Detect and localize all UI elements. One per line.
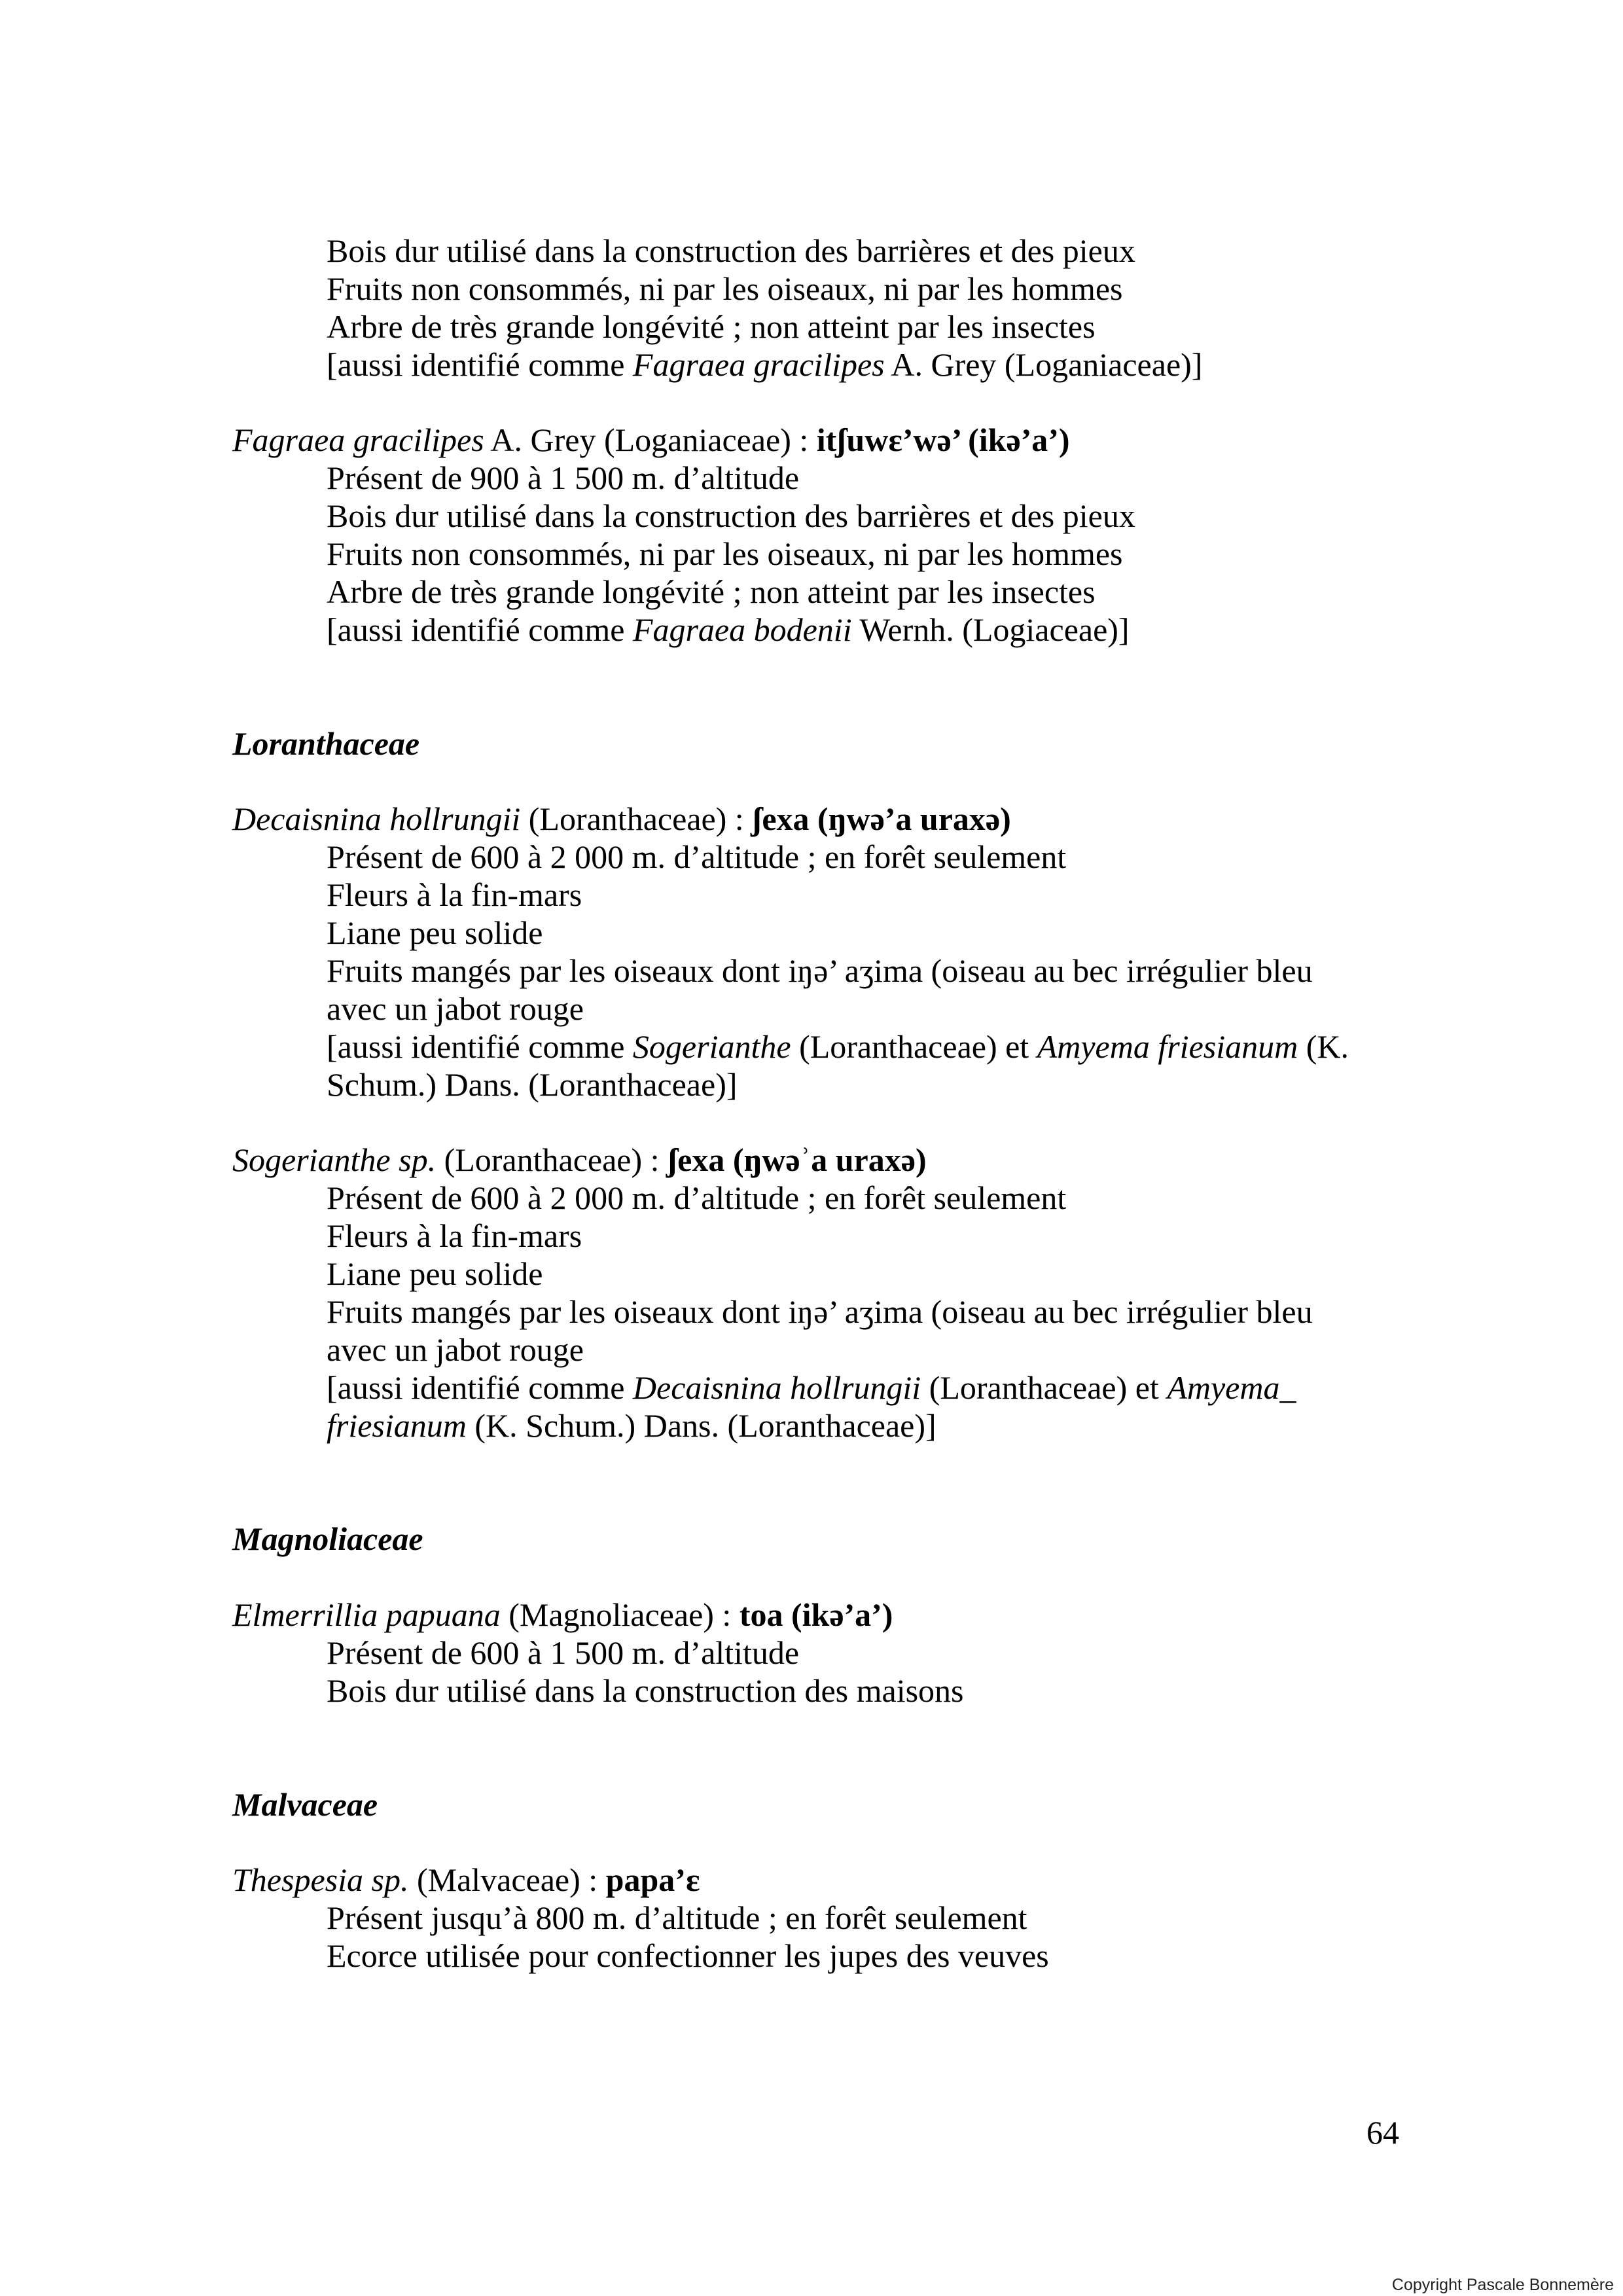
local-name: toa (ikə’a’) (739, 1596, 893, 1634)
species-name: Thespesia sp. (232, 1861, 409, 1899)
entry-continuation (0, 232, 1623, 384)
entry-elmerrillia-papuana (0, 1596, 1623, 1710)
species-name: Fagraea bodenii (632, 611, 852, 648)
species-name: friesianum (327, 1407, 467, 1444)
species-name: Fagraea gracilipes (232, 422, 484, 459)
detail-line: Présent de 600 à 2 000 m. d’altitude ; en forêt seulement (327, 1179, 1067, 1217)
synonym-note (0, 611, 1623, 649)
synonym-note-continued (0, 1066, 1623, 1104)
detail-line: Présent de 600 à 2 000 m. d’altitude ; en forêt seulement (327, 838, 1067, 876)
note-text: (K. (1298, 1028, 1349, 1065)
detail-line: Présent jusqu’à 800 m. d’altitude ; en forêt seulement (327, 1899, 1027, 1937)
note-text: Schum.) Dans. (Loranthaceae)] (327, 1066, 738, 1103)
note-text: [aussi identifié comme (327, 1028, 633, 1065)
note-text: [aussi identifié comme (327, 611, 633, 648)
entry-decaisnina-hollrungii (0, 800, 1623, 1103)
detail-line: Présent de 900 à 1 500 m. d’altitude (327, 459, 800, 497)
entry-fagraea-gracilipes (0, 422, 1623, 649)
species-name: Decaisnina hollrungii (232, 800, 521, 838)
entry-sogerianthe-sp (0, 1141, 1623, 1444)
note-text: (Loranthaceae) et (921, 1369, 1168, 1406)
detail-line: Fruits non consommés, ni par les oiseaux, ni par les hommes (327, 535, 1123, 573)
note-text: Wernh. (Logiaceae)] (851, 611, 1130, 648)
detail-line: Présent de 600 à 1 500 m. d’altitude (327, 1634, 800, 1671)
synonym-note (0, 1369, 1623, 1407)
note-text: (K. Schum.) Dans. (Loranthaceae)] (466, 1407, 936, 1444)
family-heading: Magnoliaceae (232, 1520, 423, 1558)
species-name: Sogerianthe sp. (232, 1141, 437, 1179)
detail-line: Arbre de très grande longévité ; non atteint par les insectes (327, 308, 1096, 345)
entry-thespesia-sp (0, 1861, 1623, 1975)
authority-family: (Loranthaceae) : (520, 800, 753, 838)
local-name: ʃexa (ŋwəʾa uraxə) (668, 1141, 927, 1179)
local-name: papa’ɛ (605, 1861, 700, 1899)
family-heading: Malvaceae (232, 1785, 378, 1823)
detail-line: Fruits mangés par les oiseaux dont iŋə’ aʒima (oiseau au bec irrégulier bleu (327, 952, 1313, 989)
authority-family: A. Grey (Loganiaceae) : (484, 422, 817, 459)
detail-line: Liane peu solide (327, 914, 543, 952)
note-text: (Loranthaceae) et (791, 1028, 1037, 1065)
entry-header (0, 1141, 1623, 1179)
page-number: 64 (1366, 2114, 1399, 2151)
detail-line: Liane peu solide (327, 1255, 543, 1293)
local-name: itʃuwɛ’wə’ (ikə’a’) (816, 422, 1070, 459)
note-text: [aussi identifié comme (327, 1369, 633, 1406)
detail-line: Fruits mangés par les oiseaux dont iŋə’ aʒima (oiseau au bec irrégulier bleu (327, 1293, 1313, 1330)
authority-family: (Magnoliaceae) : (500, 1596, 740, 1634)
species-name: Elmerrillia papuana (232, 1596, 501, 1634)
entry-header (0, 1861, 1623, 1899)
detail-line: avec un jabot rouge (327, 1331, 584, 1368)
copyright-notice: Copyright Pascale Bonnemère (1391, 2276, 1614, 2294)
species-name: Amyema friesianum (1037, 1028, 1298, 1065)
entry-header (0, 800, 1623, 838)
entry-header (0, 1596, 1623, 1634)
species-name: Sogerianthe (632, 1028, 791, 1065)
note-text: A. Grey (Loganiaceae)] (884, 346, 1203, 383)
synonym-note-continued (0, 1407, 1623, 1445)
detail-line: Arbre de très grande longévité ; non atteint par les insectes (327, 573, 1096, 611)
species-name: Decaisnina hollrungii (632, 1369, 921, 1406)
detail-line: Fleurs à la fin-mars (327, 1217, 582, 1255)
detail-line: Bois dur utilisé dans la construction des barrières et des pieux (327, 232, 1135, 269)
authority-family: (Loranthaceae) : (436, 1141, 668, 1179)
detail-line: Bois dur utilisé dans la construction des maisons (327, 1672, 964, 1709)
note-text: [aussi identifié comme (327, 346, 633, 383)
detail-line: Fruits non consommés, ni par les oiseaux, ni par les hommes (327, 270, 1123, 307)
synonym-note (0, 1028, 1623, 1066)
detail-line: Ecorce utilisée pour confectionner les jupes des veuves (327, 1937, 1049, 1975)
detail-line: Bois dur utilisé dans la construction des barrières et des pieux (327, 497, 1135, 535)
species-name: Fagraea gracilipes (632, 346, 885, 383)
entry-header (0, 422, 1623, 459)
authority-family: (Malvaceae) : (408, 1861, 606, 1899)
detail-line: Fleurs à la fin-mars (327, 876, 582, 914)
family-heading: Loranthaceae (232, 725, 420, 762)
local-name: ʃexa (ŋwə’a uraxə) (752, 800, 1011, 838)
detail-line: avec un jabot rouge (327, 990, 584, 1027)
synonym-note (0, 346, 1623, 384)
species-name: Amyema_ (1167, 1369, 1296, 1406)
page-content (0, 232, 1623, 1975)
